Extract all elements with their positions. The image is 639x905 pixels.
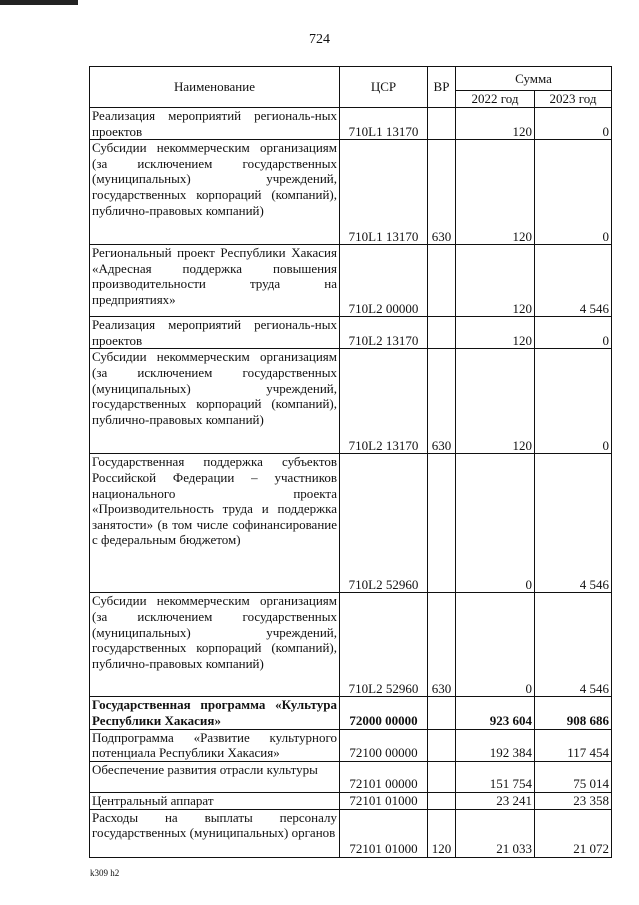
row-sum-2022-cell: 151 754 [456, 761, 535, 792]
row-sum-2023-cell: 23 358 [535, 792, 612, 809]
row-name-cell: Центральный аппарат [90, 792, 340, 809]
row-csr-cell: 710L1 13170 [340, 108, 428, 140]
row-vr-cell [428, 792, 456, 809]
row-vr-cell: 120 [428, 809, 456, 857]
row-sum-2022-cell: 120 [456, 245, 535, 317]
row-sum-2023-cell: 0 [535, 108, 612, 140]
column-header-year-2022: 2022 год [456, 91, 535, 108]
row-sum-2023-cell: 4 546 [535, 454, 612, 593]
table-row [90, 697, 612, 729]
row-csr-cell: 72101 01000 [340, 809, 428, 857]
row-sum-2023-cell: 908 686 [535, 697, 612, 729]
row-vr-cell [428, 729, 456, 761]
table-row [90, 792, 612, 809]
row-name-cell: Расходы на выплаты персоналу государственных (муниципальных) органов [90, 809, 340, 857]
table-row [90, 140, 612, 245]
row-name-cell: Субсидии некоммерческим организациям (за исключением государственных (муниципальных) учреждений, государственных корпораций (компаний), публично-правовых компаний) [90, 349, 340, 454]
table-row [90, 593, 612, 697]
row-name-cell: Реализация мероприятий региональ-ных проектов [90, 108, 340, 140]
table-row [90, 317, 612, 349]
column-header-csr: ЦСР [340, 67, 428, 108]
row-name-cell: Реализация мероприятий региональ-ных проектов [90, 317, 340, 349]
column-header-name: Наименование [90, 67, 340, 108]
row-csr-cell: 72101 01000 [340, 792, 428, 809]
row-csr-cell: 72101 00000 [340, 761, 428, 792]
row-name-cell: Подпрограмма «Развитие культурного потенциала Республики Хакасия» [90, 729, 340, 761]
row-csr-cell: 710L2 13170 [340, 317, 428, 349]
row-sum-2023-cell: 4 546 [535, 245, 612, 317]
row-vr-cell: 630 [428, 593, 456, 697]
table-body [90, 108, 612, 858]
row-name-cell: Обеспечение развития отрасли культуры [90, 761, 340, 792]
row-sum-2022-cell: 120 [456, 140, 535, 245]
row-sum-2022-cell: 192 384 [456, 729, 535, 761]
table-row [90, 729, 612, 761]
row-sum-2022-cell: 120 [456, 349, 535, 454]
row-sum-2023-cell: 117 454 [535, 729, 612, 761]
row-csr-cell: 710L2 52960 [340, 454, 428, 593]
row-sum-2022-cell: 0 [456, 454, 535, 593]
row-sum-2023-cell: 0 [535, 349, 612, 454]
table-row [90, 349, 612, 454]
row-name-cell: Субсидии некоммерческим организациям (за исключением государственных (муниципальных) учреждений, государственных корпораций (компаний), публично-правовых компаний) [90, 140, 340, 245]
row-vr-cell [428, 317, 456, 349]
row-sum-2023-cell: 75 014 [535, 761, 612, 792]
table-row [90, 245, 612, 317]
row-sum-2022-cell: 120 [456, 317, 535, 349]
column-header-vr: ВР [428, 67, 456, 108]
row-csr-cell: 72000 00000 [340, 697, 428, 729]
row-name-cell: Субсидии некоммерческим организациям (за исключением государственных (муниципальных) учреждений, государственных корпораций (компаний), публично-правовых компаний) [90, 593, 340, 697]
row-csr-cell: 72100 00000 [340, 729, 428, 761]
row-name-cell: Государственная поддержка субъектов Российской Федерации – участников национального проекта «Производительность труда и поддержка занятости» (в том числе софинансирование с федеральным бюджетом) [90, 454, 340, 593]
row-vr-cell [428, 245, 456, 317]
table-row [90, 809, 612, 857]
row-vr-cell [428, 761, 456, 792]
row-vr-cell [428, 108, 456, 140]
table-row [90, 454, 612, 593]
row-sum-2022-cell: 21 033 [456, 809, 535, 857]
row-sum-2023-cell: 21 072 [535, 809, 612, 857]
row-csr-cell: 710L1 13170 [340, 140, 428, 245]
row-vr-cell: 630 [428, 140, 456, 245]
column-header-sum: Сумма [456, 67, 612, 91]
row-csr-cell: 710L2 00000 [340, 245, 428, 317]
table-row [90, 761, 612, 792]
row-sum-2022-cell: 23 241 [456, 792, 535, 809]
row-name-cell: Региональный проект Республики Хакасия «Адресная поддержка повышения производительности труда на предприятиях» [90, 245, 340, 317]
row-sum-2022-cell: 923 604 [456, 697, 535, 729]
document-code: k309 h2 [90, 868, 120, 878]
scan-edge-mark [0, 0, 78, 5]
row-csr-cell: 710L2 52960 [340, 593, 428, 697]
budget-table [89, 66, 612, 858]
row-vr-cell: 630 [428, 349, 456, 454]
row-vr-cell [428, 454, 456, 593]
row-sum-2023-cell: 0 [535, 317, 612, 349]
page-number: 724 [309, 32, 330, 47]
row-name-cell: Государственная программа «Культура Республики Хакасия» [90, 697, 340, 729]
table-row [90, 108, 612, 140]
row-csr-cell: 710L2 13170 [340, 349, 428, 454]
column-header-year-2023: 2023 год [535, 91, 612, 108]
row-vr-cell [428, 697, 456, 729]
row-sum-2022-cell: 0 [456, 593, 535, 697]
row-sum-2023-cell: 0 [535, 140, 612, 245]
row-sum-2023-cell: 4 546 [535, 593, 612, 697]
row-sum-2022-cell: 120 [456, 108, 535, 140]
